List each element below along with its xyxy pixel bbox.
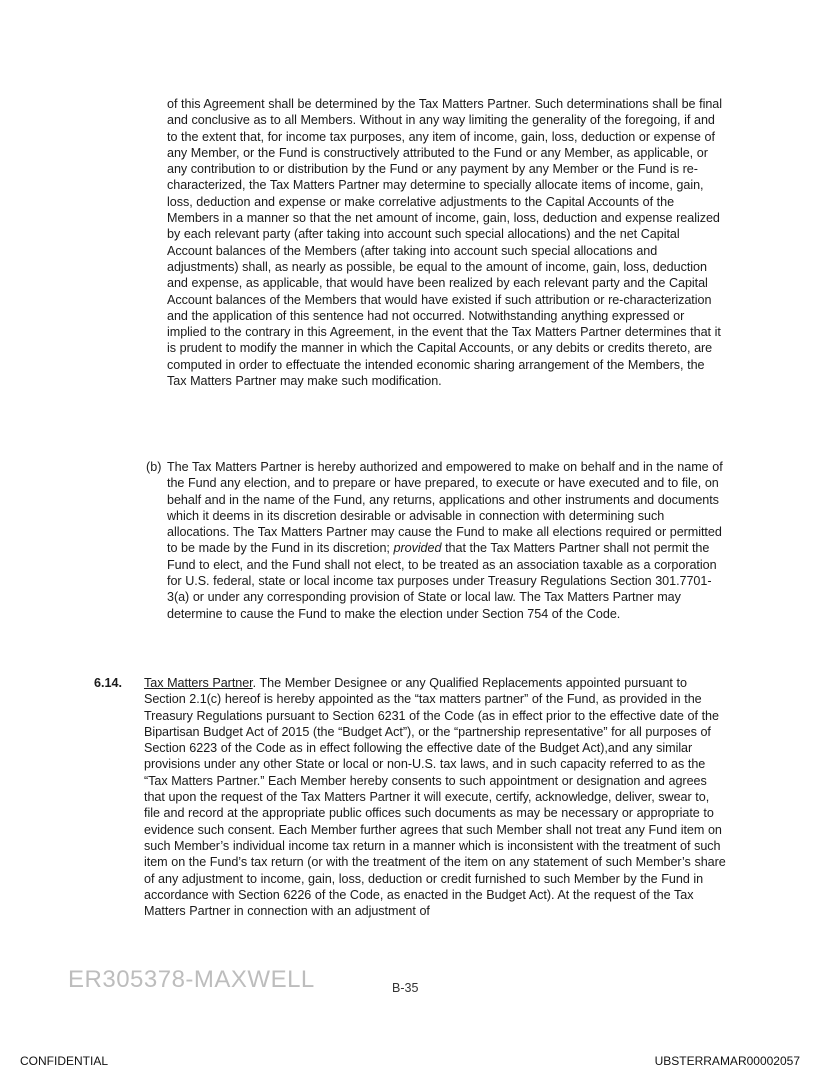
paragraph-b [167,459,727,622]
paragraph-a-continuation: of this Agreement shall be determined by the Tax Matters Partner. Such determinations shall be final and conclusive as to all Members. Without in any way limiting the generality of the foregoing, if and to the extent that, for income tax purposes, any item of income, gain, loss, deduction or expense of any Member, or the Fund is constructively attributed to the Fund or any Member, as applicable, or any contribution to or distribution by the Fund or any payment by any Member or the Fund is re-characterized, the Tax Matters Partner may determine to specially allocate items of income, gain, loss, deduction and expense or make correlative adjustments to the Capital Accounts of the Members in a manner so that the net amount of income, gain, loss, deduction and expense realized by each relevant party (after taking into account such special allocations) and the net Capital Account balances of the Members (after taking into account such special allocations and adjustments) shall, as nearly as possible, be equal to the amount of income, gain, loss, deduction and expense, as applicable, that would have been realized by each relevant party and the Capital Account balances of the Members that would have existed if such attribution or re-characterization and the application of this sentence had not occurred. Notwithstanding anything expressed or implied to the contrary in this Agreement, in the event that the Tax Matters Partner determines that it is prudent to modify the manner in which the Capital Accounts, or any debits or credits thereto, are computed in order to effectuate the intended economic sharing arrangement of the Members, the Tax Matters Partner may make such modification. [167,97,722,389]
paragraph-b-label: (b) [146,460,162,474]
bates-id: UBSTERRAMAR00002057 [654,1054,800,1068]
confidential-label: CONFIDENTIAL [20,1054,109,1068]
section-number: 6.14. [94,676,123,690]
paragraph-b-text-1: The Tax Matters Partner is hereby authorized and empowered to make on behalf and in the name of the Fund any election, and to prepare or have prepared, to execute or have executed and to file, on behalf and in the name of the Fund, any returns, applications and other instruments and documents which it deems in its discretion desirable or advisable in connection with determining such allocations. The Tax Matters Partner may cause the Fund to make all elections required or permitted to be made by the Fund in its discretion; [167,460,723,556]
section-heading: Tax Matters Partner [144,676,253,690]
bates-stamp: ER305378-MAXWELL [68,966,315,993]
section-body: . The Member Designee or any Qualified Replacements appointed pursuant to Section 2.1(c) hereof is hereby appointed as the “tax matters partner” of the Fund, as provided in the Treasury Regulations pursuant to Section 6231 of the Code (as in effect prior to the effective date of the Bipartisan Budget Act of 2015 (the “Budget Act”), or the “partnership representative” for all purposes of Section 6223 of the Code as in effect following the effective date of the Budget Act),and any similar provisions under any other State or local or non-U.S. tax laws, and in such capacity referred to as the “Tax Matters Partner.” Each Member hereby consents to such appointment or designation and agrees that upon the request of the Tax Matters Partner it will execute, certify, acknowledge, deliver, swear to, file and record at the appropriate public offices such documents as may be necessary or appropriate to evidence such consent. Each Member further agrees that such Member shall not treat any Fund item on such Member’s individual income tax return in a manner which is inconsistent with the treatment of such item on the Fund’s tax return (or with the treatment of the item on any statement of such Member’s share of any adjustment to income, gain, loss, deduction or credit furnished to such Member by the Fund in accordance with Section 6226 of the Code, as enacted in the Budget Act). At the request of the Tax Matters Partner in connection with an adjustment of [144,676,726,919]
provided-italic: provided [393,541,442,556]
page-number: B-35 [392,981,419,995]
section-6-14-paragraph [144,675,727,919]
paragraph-b-text-2: that the Tax Matters Partner shall not permit the Fund to elect, and the Fund shall not elect, to be treated as an association taxable as a corporation for U.S. federal, state or local income tax purposes under Treasury Regulations Section 301.7701-3(a) or under any corresponding provision of State or local law. The Tax Matters Partner may determine to cause the Fund to make the election under Section 754 of the Code. [167,541,717,621]
